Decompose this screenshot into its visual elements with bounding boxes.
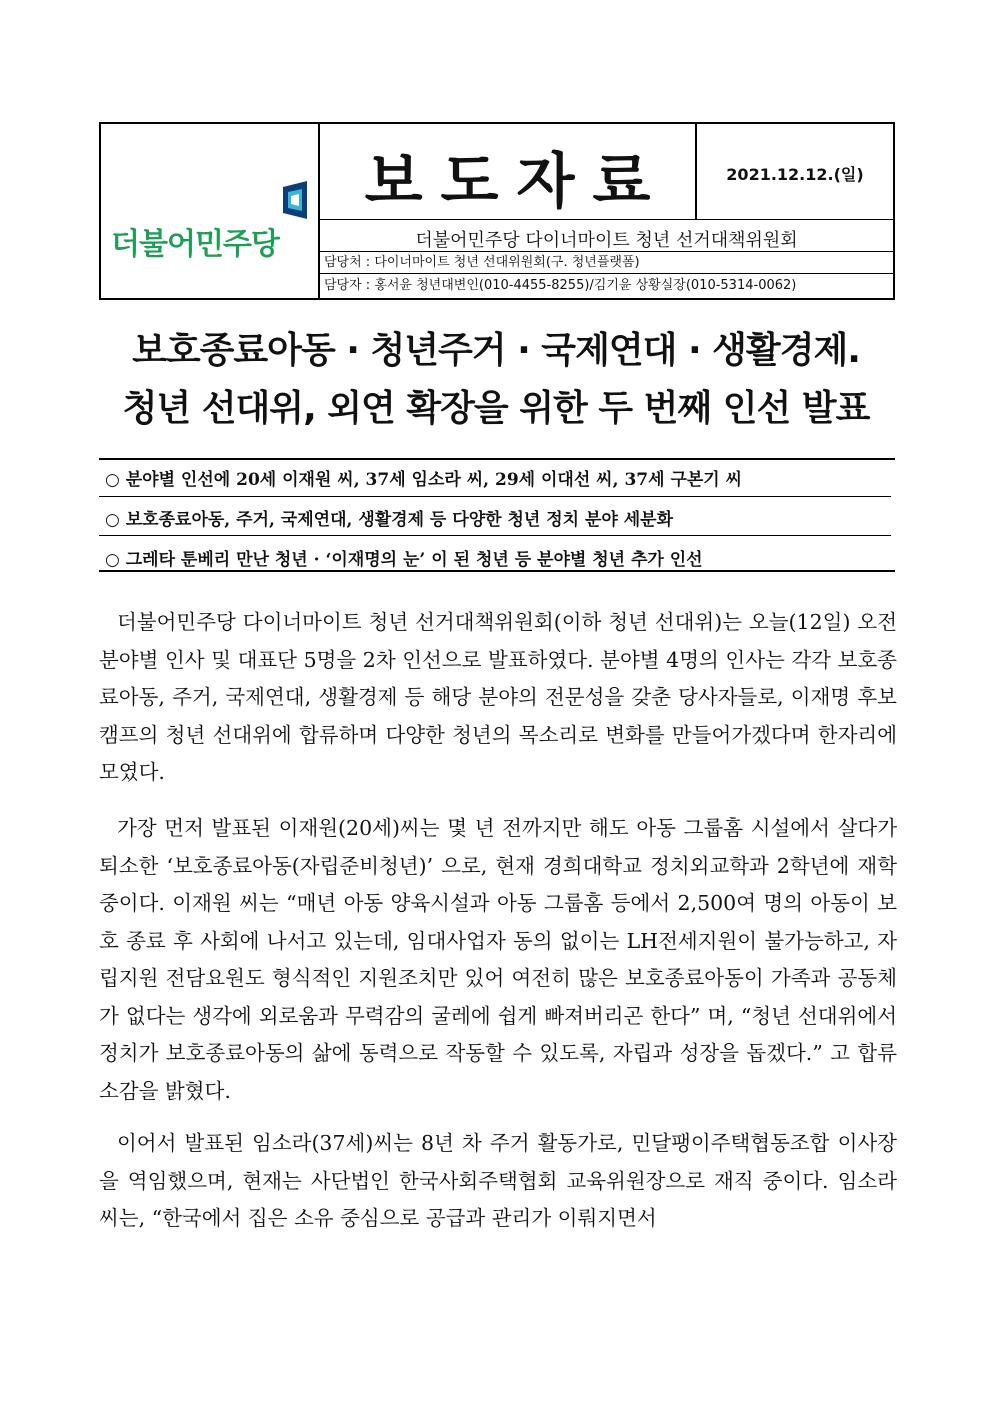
press-release-header [99, 122, 895, 300]
summary-divider [99, 496, 891, 497]
summary-item: ○ 그레타 툰베리 만난 청년 · ‘이재명의 눈’ 이 된 청년 등 분야별 청년 추가 인선 [105, 550, 703, 570]
headline-line-1: 보호종료아동 · 청년주거 · 국제연대 · 생활경제. [132, 330, 860, 371]
logo-cell [101, 124, 320, 298]
date-cell [697, 124, 893, 220]
party-logo-text: 더불어민주당 [111, 227, 279, 262]
summary-box [99, 458, 895, 572]
title-cell [320, 124, 697, 220]
document-title: 보도자료 [364, 147, 669, 217]
organization-name: 더불어민주당 다이너마이트 청년 선거대책위원회 [415, 230, 798, 251]
body-paragraph: 이어서 발표된 임소라(37세)씨는 8년 차 주거 활동가로, 민달팽이주택협동조합 이사장을 역임했으며, 현재는 사단법인 한국사회주택협회 교육위원장으로 재직 중이다. 임소라 씨는, “한국에서 집은 소유 중심으로 공급과 관리가 이뤄지면서 [99, 1131, 897, 1230]
body-paragraph: 더불어민주당 다이너마이트 청년 선거대책위원회(이하 청년 선대위)는 오늘(12일) 오전 분야별 인사 및 대표단 5명을 2차 인선으로 발표하였다. 분야별 4명의 인사는 각각 보호종료아동, 주거, 국제연대, 생활경제 등 해당 분야의 전문성을 갖춘 당사자들로, 이재명 후보 캠프의 청년 선대위에 합류하며 다양한 청년의 목소리로 변화를 만들어가겠다며 한자리에 모였다. [99, 610, 897, 784]
summary-item: ○ 보호종료아동, 주거, 국제연대, 생활경제 등 다양한 청년 정치 분야 세분화 [105, 510, 674, 530]
contact-department: 담당처 : 다이너마이트 청년 선대위원회(구. 청년플랫폼) [320, 252, 893, 274]
contact-person: 담당자 : 홍서윤 청년대변인(010-4455-8255)/김기윤 상황실장(010-5314-0062) [324, 278, 797, 293]
release-date: 2021.12.12.(일) [726, 165, 864, 184]
summary-divider [99, 535, 891, 536]
body-paragraph: 가장 먼저 발표된 이재원(20세)씨는 몇 년 전까지만 해도 아동 그룹홈 시설에서 살다가 퇴소한 ‘보호종료아동(자립준비청년)’ 으로, 현재 경희대학교 정치외교학과 2학년에 재학 중이다. 이재원 씨는 “매년 아동 양육시설과 아동 그룹홈 등에서 2,500여 명의 아동이 보호 종료 후 사회에 나서고 있는데, 임대사업자 동의 없이는 LH전세지원이 불가능하고, 자립지원 전담요원도 형식적인 지원조치만 있어 여전히 많은 보호종료아동이 가족과 공동체가 없다는 생각에 외로움과 무력감의 굴레에 쉽게 빠져버리곤 한다” 며, “청년 선대위에서 정치가 보호종료아동의 삶에 동력으로 작동할 수 있도록, 자립과 성장을 돕겠다.” 고 합류 소감을 밝혔다. [99, 816, 897, 1103]
headline-line-2: 청년 선대위, 외연 확장을 위한 두 번째 인선 발표 [122, 388, 870, 429]
summary-item: ○ 분야별 인선에 20세 이재원 씨, 37세 임소라 씨, 29세 이대선 씨, 37세 구본기 씨 [105, 470, 743, 490]
organization-cell [320, 220, 893, 252]
